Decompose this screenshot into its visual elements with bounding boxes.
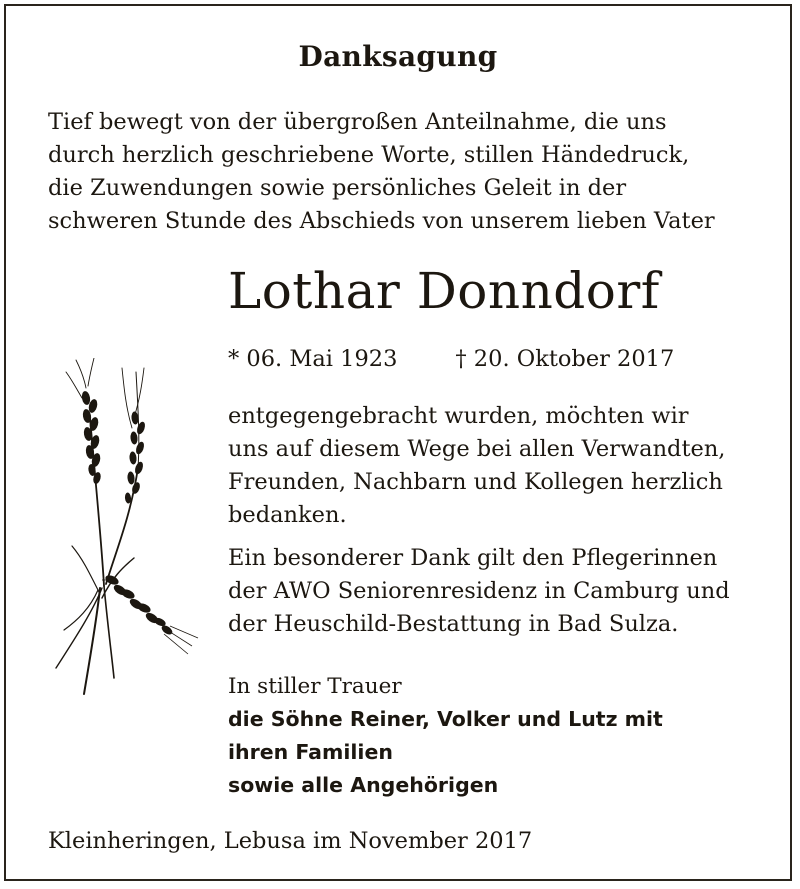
life-dates: [228, 346, 674, 372]
body-line: Freunden, Nachbarn und Kollegen herzlich: [228, 469, 723, 495]
intro-line: schweren Stunde des Abschieds von unserem lieben Vater: [48, 208, 715, 234]
special-thanks: [228, 542, 730, 641]
thanks-line: der AWO Seniorenresidenz in Camburg und: [228, 578, 730, 604]
intro-line: durch herzlich geschriebene Worte, stillen Händedruck,: [48, 142, 690, 168]
deceased-name: Lothar Donndorf: [228, 262, 660, 320]
mourning-intro: In stiller Trauer: [228, 674, 402, 699]
body-line: bedanken.: [228, 502, 347, 528]
family-line: sowie alle Angehörigen: [228, 773, 499, 797]
body-line: uns auf diesem Wege bei allen Verwandten,: [228, 436, 726, 462]
family-line: die Söhne Reiner, Volker und Lutz mit: [228, 707, 663, 731]
intro-line: Tief bewegt von der übergroßen Anteilnahme, die uns: [48, 109, 667, 135]
family-line: ihren Familien: [228, 740, 393, 764]
intro-text: [48, 106, 715, 238]
body-text: [228, 400, 725, 532]
intro-line: die Zuwendungen sowie persönliches Geleit in der: [48, 175, 627, 201]
birth-date: * 06. Mai 1923: [228, 346, 398, 372]
body-line: entgegengebracht wurden, möchten wir: [228, 403, 689, 429]
death-date: † 20. Oktober 2017: [455, 346, 675, 372]
thanks-line: der Heuschild-Bestattung in Bad Sulza.: [228, 611, 679, 637]
mourning-block: [228, 670, 663, 802]
heading: Danksagung: [298, 40, 498, 73]
wheat-ears-icon: [42, 358, 202, 698]
place-date: Kleinheringen, Lebusa im November 2017: [48, 828, 533, 854]
thanks-line: Ein besonderer Dank gilt den Pflegerinnen: [228, 545, 718, 571]
obituary-card: [4, 4, 792, 881]
